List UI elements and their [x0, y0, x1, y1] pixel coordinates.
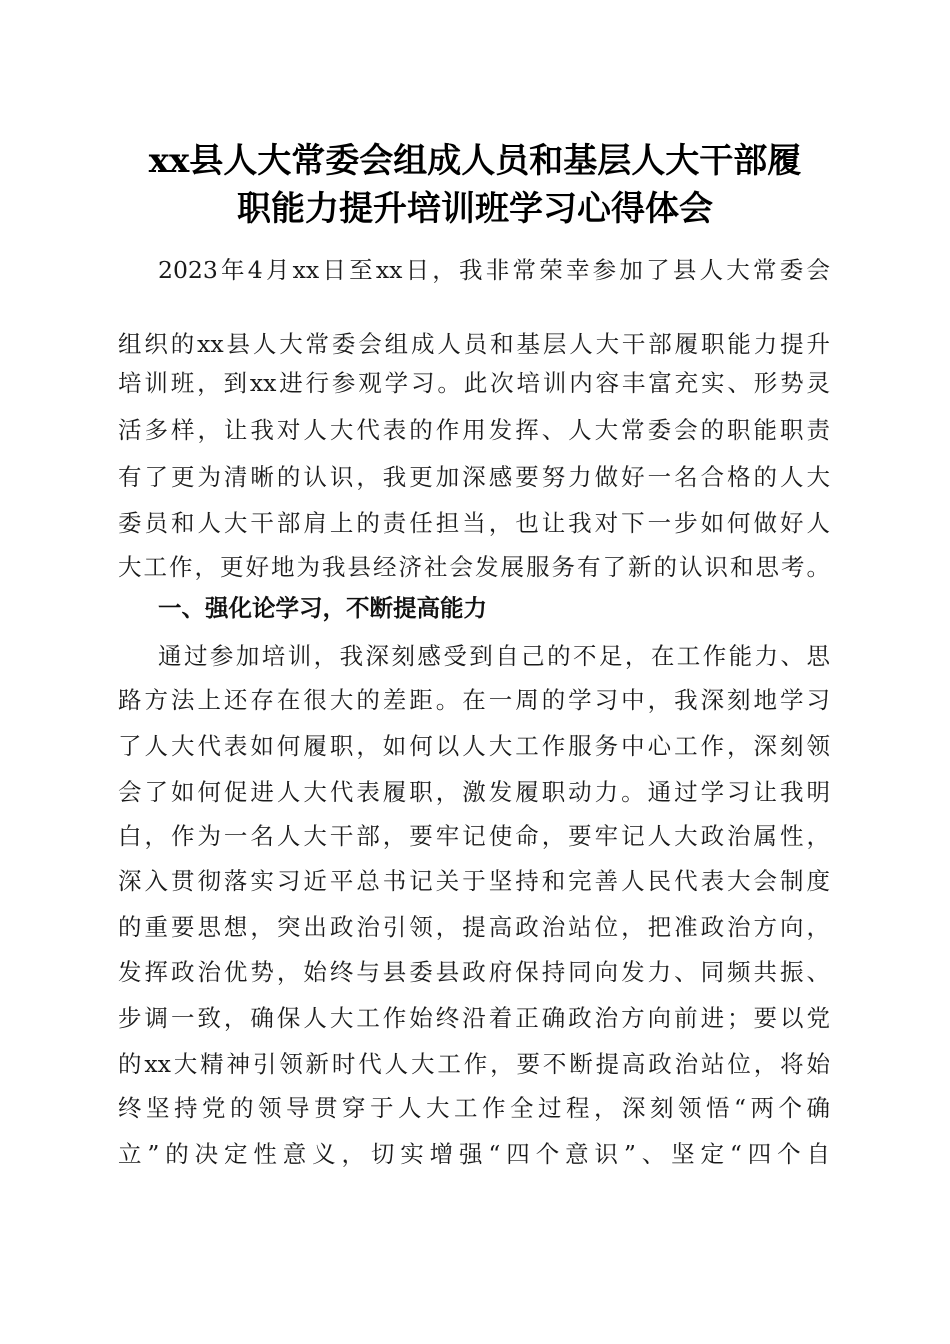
paragraph-2-line: 白，作为一名人大干部，要牢记使命，要牢记人大政治属性， [118, 822, 830, 850]
paragraph-2-line: 通过参加培训，我深刻感受到自己的不足，在工作能力、思 [158, 642, 830, 670]
paragraph-1-line: 组织的xx县人大常委会组成人员和基层人大干部履职能力提升 [118, 330, 830, 358]
paragraph-2-line: 会了如何促进人大代表履职，激发履职动力。通过学习让我明 [118, 778, 830, 806]
paragraph-1-line: 大工作，更好地为我县经济社会发展服务有了新的认识和思考。 [118, 553, 830, 581]
document-title-line-2: 职能力提升培训班学习心得体会 [237, 189, 713, 229]
paragraph-2-line: 步调一致，确保人大工作始终沿着正确政治方向前进；要以党 [118, 1004, 830, 1032]
paragraph-2-line: 立”的决定性意义，切实增强“四个意识”、坚定“四个自 [118, 1140, 830, 1168]
paragraph-1-line: 委员和人大干部肩上的责任担当，也让我对下一步如何做好人 [118, 509, 830, 537]
paragraph-2-line: 深入贯彻落实习近平总书记关于坚持和完善人民代表大会制度 [118, 867, 830, 895]
paragraph-1-line: 有了更为清晰的认识，我更加深感要努力做好一名合格的人大 [118, 463, 830, 491]
paragraph-1-line: 2023年4月xx日至xx日，我非常荣幸参加了县人大常委会 [158, 256, 830, 284]
paragraph-1-line: 活多样，让我对人大代表的作用发挥、人大常委会的职能职责 [118, 416, 830, 444]
paragraph-2-line: 了人大代表如何履职，如何以人大工作服务中心工作，深刻领 [118, 732, 830, 760]
paragraph-2-line: 路方法上还存在很大的差距。在一周的学习中，我深刻地学习 [118, 686, 830, 714]
paragraph-2-line: 终坚持党的领导贯穿于人大工作全过程，深刻领悟“两个确 [118, 1094, 830, 1122]
section-heading-1: 一、强化论学习，不断提高能力 [158, 594, 487, 622]
paragraph-2-line: 发挥政治优势，始终与县委县政府保持同向发力、同频共振、 [118, 958, 830, 986]
paragraph-2-line: 的xx大精神引领新时代人大工作，要不断提高政治站位，将始 [118, 1050, 830, 1078]
paragraph-2-line: 的重要思想，突出政治引领，提高政治站位，把准政治方向， [118, 913, 830, 941]
paragraph-1-line: 培训班，到xx进行参观学习。此次培训内容丰富充实、形势灵 [118, 369, 830, 397]
document-title-line-1: xx县人大常委会组成人员和基层人大干部履 [148, 141, 802, 181]
